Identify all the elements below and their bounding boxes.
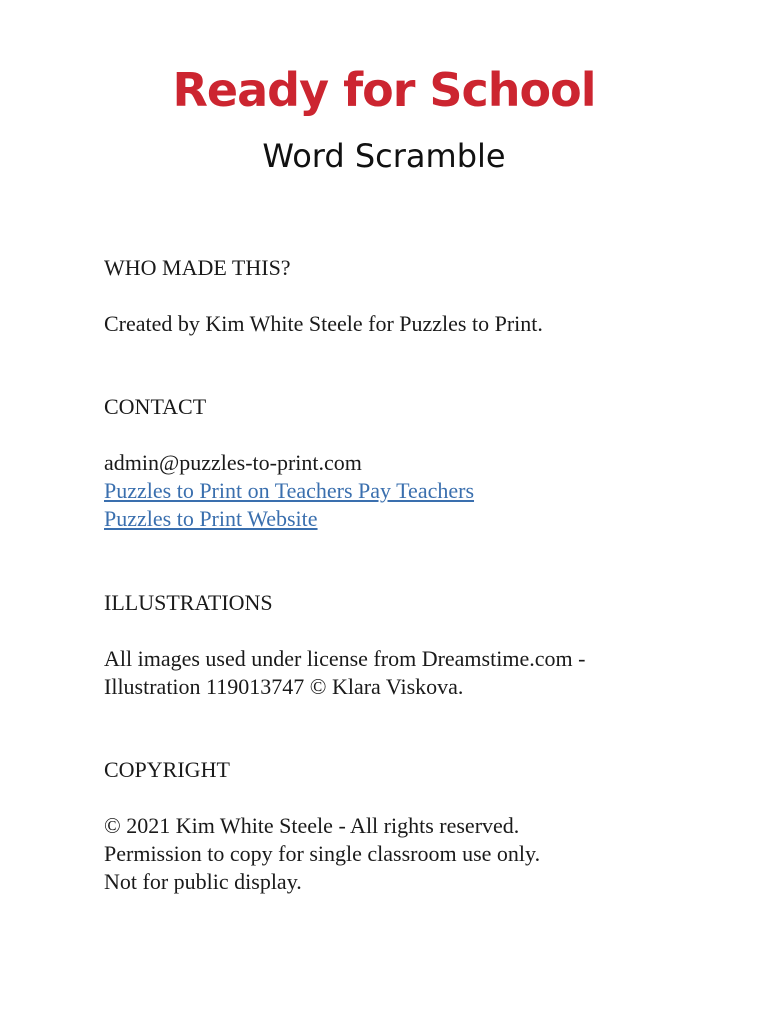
contact-heading: CONTACT — [104, 394, 207, 419]
tpt-link[interactable]: Puzzles to Print on Teachers Pay Teachers — [104, 478, 475, 503]
copyright-line: Permission to copy for single classroom use only. — [104, 841, 541, 866]
illustrations-line: Illustration 119013747 © Klara Viskova. — [104, 674, 464, 699]
illustrations-heading: ILLUSTRATIONS — [104, 590, 273, 615]
copyright-line: © 2021 Kim White Steele - All rights reserved. — [104, 813, 520, 838]
page-title: Ready for School — [172, 63, 596, 117]
illustrations-line: All images used under license from Dreamstime.com - — [104, 646, 586, 671]
who-text: Created by Kim White Steele for Puzzles to Print. — [104, 311, 543, 336]
website-link[interactable]: Puzzles to Print Website — [104, 506, 318, 531]
who-heading: WHO MADE THIS? — [104, 255, 291, 280]
contact-email: admin@puzzles-to-print.com — [104, 450, 362, 475]
page-subtitle: Word Scramble — [262, 137, 506, 175]
copyright-heading: COPYRIGHT — [104, 757, 230, 782]
copyright-line: Not for public display. — [104, 869, 302, 894]
